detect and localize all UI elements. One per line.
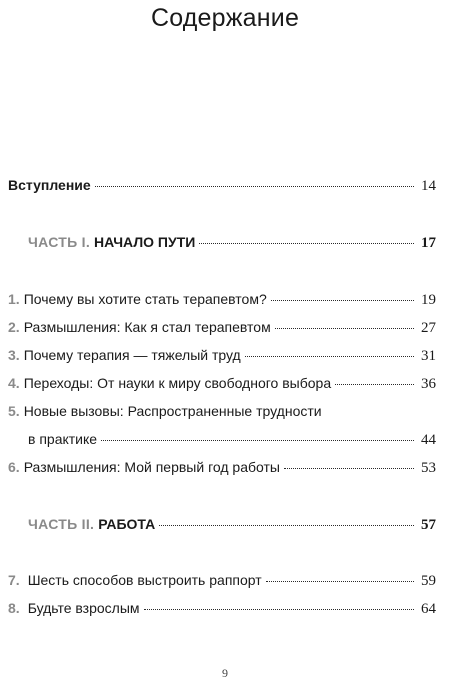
toc-entry-intro[interactable]: [8, 176, 436, 195]
toc-entry-chapter-1[interactable]: [8, 290, 436, 309]
toc-entry-label: Переходы: От науки к миру свободного выбора: [23, 375, 332, 391]
page-title: Содержание: [150, 4, 300, 32]
dot-leader: [271, 300, 414, 301]
dot-leader: [284, 468, 414, 469]
dot-leader: [275, 328, 414, 329]
toc-entry-chapter-4[interactable]: [8, 374, 436, 393]
dot-leader: [266, 581, 414, 582]
toc-page-number: 59: [421, 573, 436, 589]
chapter-number: 1.: [8, 291, 20, 307]
toc-entry-chapter-5-line-1[interactable]: [8, 402, 322, 420]
dot-leader: [159, 525, 414, 526]
toc-page-number: 27: [421, 320, 436, 336]
toc-entry-label: Размышления: Мой первый год работы: [23, 459, 280, 475]
toc-page-number: 53: [421, 460, 436, 476]
toc-entry-chapter-8[interactable]: [8, 599, 436, 618]
part-name: НАЧАЛО ПУТИ: [94, 234, 196, 250]
part-name: РАБОТА: [98, 516, 156, 532]
chapter-number: 7.: [8, 572, 20, 588]
toc-entry-chapter-2[interactable]: [8, 318, 436, 337]
toc-entry-label: Будьте взрослым: [27, 600, 140, 616]
chapter-number: 2.: [8, 319, 20, 335]
toc-part-2[interactable]: [28, 515, 436, 534]
toc-page-number: 57: [421, 517, 436, 533]
dot-leader: [245, 356, 414, 357]
chapter-number: 5.: [8, 403, 20, 419]
toc-entry-label: Размышления: Как я стал терапевтом: [23, 319, 271, 335]
footer-page-number: 9: [222, 666, 228, 680]
chapter-number: 6.: [8, 459, 20, 475]
toc-page-number: 31: [421, 348, 436, 364]
toc-entry-chapter-5[interactable]: [28, 430, 436, 449]
dot-leader: [199, 243, 414, 244]
toc-entry-label: Новые вызовы: Распространенные трудности: [23, 403, 322, 419]
chapter-number: 8.: [8, 600, 20, 616]
toc-page-number: 17: [421, 235, 436, 251]
toc-entry-label: в практике: [28, 431, 98, 447]
part-prefix: ЧАСТЬ II.: [28, 516, 95, 532]
toc-page-number: 19: [421, 292, 436, 308]
toc-entry-label: Почему терапия — тяжелый труд: [23, 347, 241, 363]
dot-leader: [101, 440, 414, 441]
dot-leader: [144, 609, 414, 610]
toc-part-1[interactable]: [28, 233, 436, 252]
dot-leader: [335, 384, 414, 385]
toc-page-number: 36: [421, 376, 436, 392]
dot-leader: [95, 186, 414, 187]
toc-entry-chapter-3[interactable]: [8, 346, 436, 365]
toc-entry-chapter-7[interactable]: [8, 571, 436, 590]
part-prefix: ЧАСТЬ I.: [28, 234, 91, 250]
chapter-number: 4.: [8, 375, 20, 391]
toc-page-number: 64: [421, 601, 436, 617]
chapter-number: 3.: [8, 347, 20, 363]
toc-entry-label: Вступление: [8, 177, 91, 193]
toc-entry-label: Шесть способов выстроить раппорт: [27, 572, 262, 588]
toc-entry-chapter-6[interactable]: [8, 458, 436, 477]
toc-page-number: 44: [421, 432, 436, 448]
toc-entry-label: Почему вы хотите стать терапевтом?: [23, 291, 267, 307]
toc-page-number: 14: [421, 178, 436, 194]
